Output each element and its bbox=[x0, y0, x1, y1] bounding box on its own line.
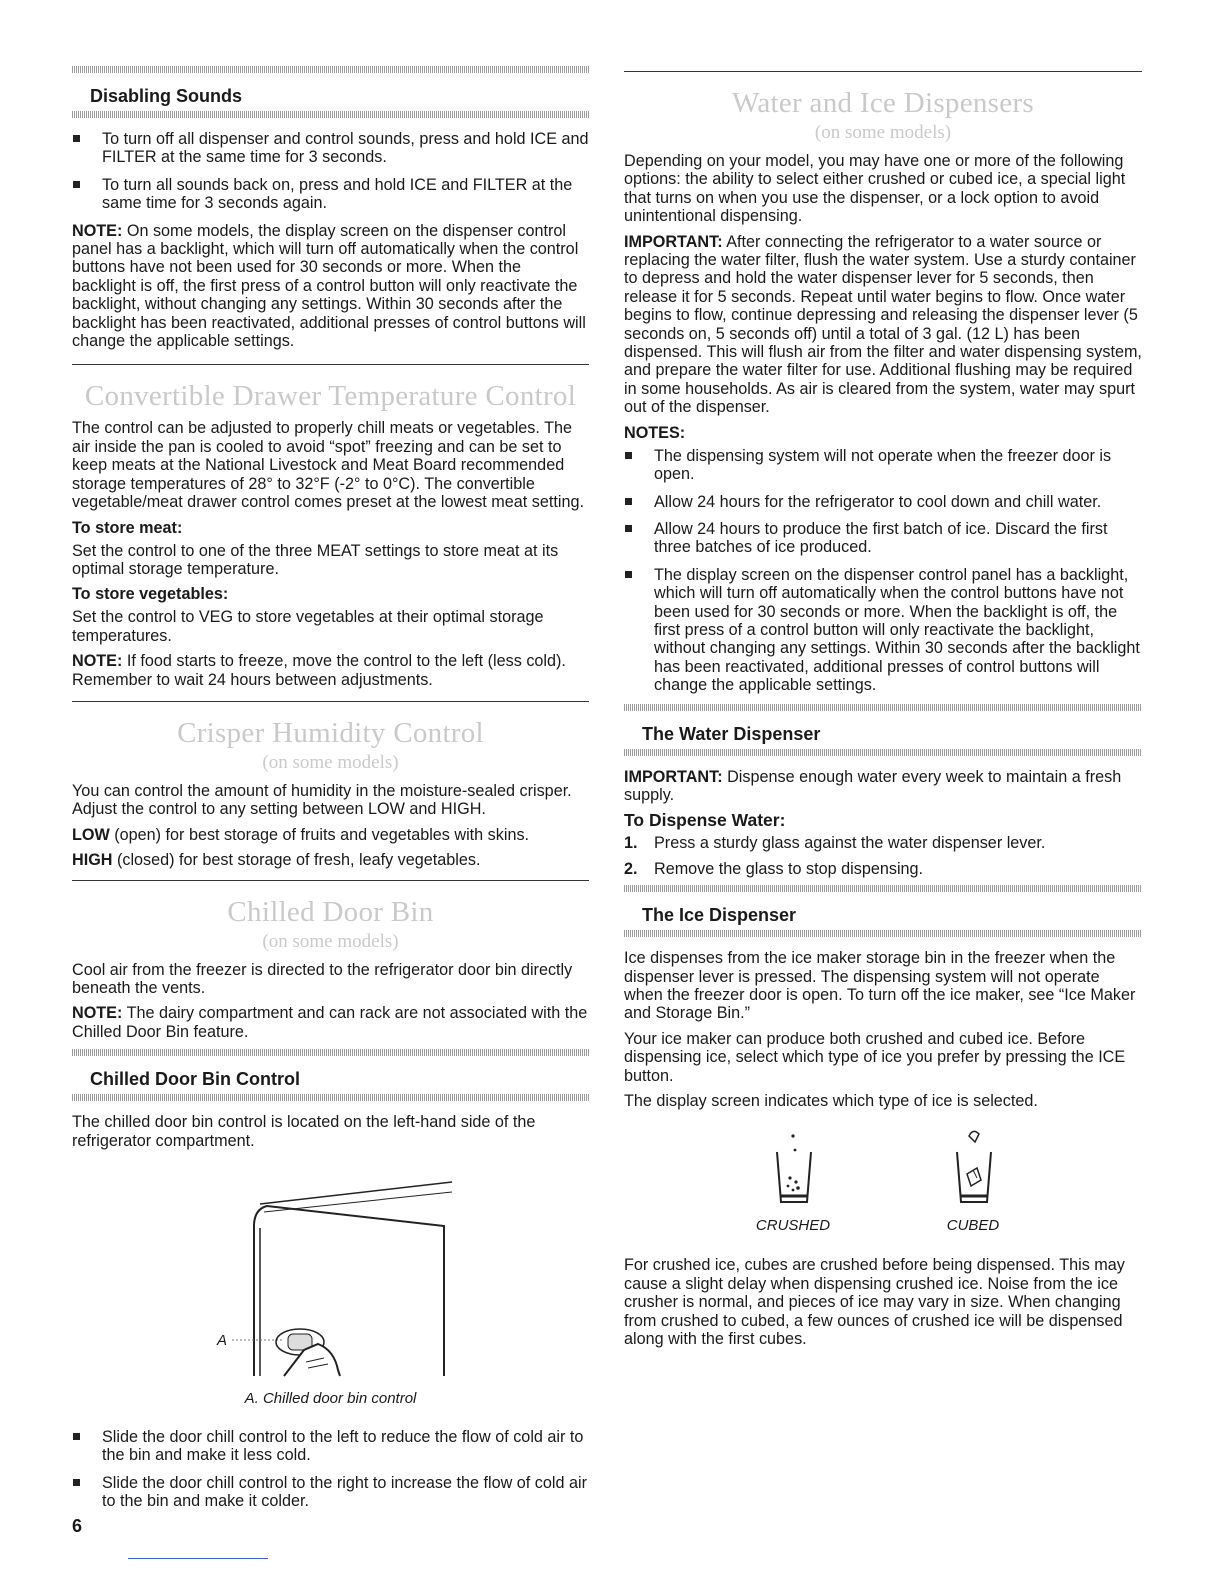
low-text: (open) for best storage of fruits and vegetables with skins. bbox=[109, 825, 530, 844]
important-label: IMPORTANT: bbox=[624, 767, 723, 786]
store-vegetables-text: Set the control to VEG to store vegetables at their optimal storage temperatures. bbox=[72, 608, 544, 645]
step-number: 2. bbox=[624, 859, 638, 878]
section-rule bbox=[72, 701, 589, 702]
note-label: NOTE: bbox=[72, 221, 123, 240]
store-vegetables-heading: To store vegetables: bbox=[72, 585, 229, 604]
right-column bbox=[624, 66, 1142, 1355]
notes-list bbox=[624, 447, 1142, 695]
section-hatch-rule bbox=[624, 885, 1142, 892]
water-dispenser-important bbox=[624, 768, 1142, 805]
step-text: Press a sturdy glass against the water dispenser lever. bbox=[654, 834, 1046, 853]
disabling-note bbox=[72, 222, 589, 351]
convertible-drawer-title: Convertible Drawer Temperature Control bbox=[84, 380, 577, 413]
section-rule bbox=[72, 364, 589, 365]
disabling-sounds-heading: Disabling Sounds bbox=[90, 86, 243, 106]
convertible-intro: The control can be adjusted to properly chill meats or vegetables. The air inside the pan is cooled to avoid “spot” freezing and can be set to keep meats at the National Livestock and Meat Board recommended storage temperatures of 28° to 32°F (-2° to 0°C). The convertible vegetable/meat drawer control comes preset at the lowest meat setting. bbox=[72, 419, 584, 512]
crushed-label: CRUSHED bbox=[755, 1217, 831, 1235]
chilled-intro: Cool air from the freezer is directed to the refrigerator door bin directly beneath the vents. bbox=[72, 960, 573, 997]
crisper-humidity-title: Crisper Humidity Control bbox=[177, 716, 484, 749]
section-hatch-rule bbox=[72, 1049, 589, 1056]
low-label: LOW bbox=[72, 825, 110, 844]
notes-heading: NOTES: bbox=[624, 423, 686, 442]
door-bin-illustration bbox=[72, 1164, 589, 1392]
chilled-subtitle: (on some models) bbox=[262, 930, 399, 952]
list-item: To turn off all dispenser and control sounds, press and hold ICE and FILTER at the same time for 3 seconds. bbox=[72, 130, 589, 167]
cubed-label: CUBED bbox=[946, 1217, 1000, 1235]
crushed-ice-icon bbox=[763, 1126, 823, 1206]
water-dispenser-heading: The Water Dispenser bbox=[642, 723, 821, 744]
cubed-figure bbox=[923, 1126, 1023, 1234]
step-text: Remove the glass to stop dispensing. bbox=[654, 859, 924, 878]
page-number: 6 bbox=[72, 1516, 83, 1536]
left-column bbox=[72, 66, 589, 1520]
section-rule bbox=[624, 71, 1142, 72]
note-text: On some models, the display screen on the dispenser control panel has a backlight, which will turn off automatically when the control buttons have not been used for 30 seconds or more. When the backlight is off, the first press of a control button will only reactivate the backlight, without changing any settings. Within 30 seconds after the backlight has been reactivated, additional presses of control buttons will change the applicable settings. bbox=[72, 221, 586, 351]
crushed-figure bbox=[743, 1126, 843, 1234]
store-meat-text: Set the control to one of the three MEAT settings to store meat at its optimal storage temperature. bbox=[72, 541, 559, 578]
section-rule bbox=[72, 880, 589, 881]
water-ice-important bbox=[624, 233, 1142, 417]
section-hatch-rule bbox=[72, 111, 589, 118]
high-text: (closed) for best storage of fresh, leafy vegetables. bbox=[112, 851, 481, 870]
important-text: After connecting the refrigerator to a water source or replacing the water filter, flush the water system. Use a sturdy container to depress and hold the water dispenser lever for 5 seconds, then release it for 5 seconds. Repeat until water begins to flow. Once water begins to flow, continue depressing and releasing the dispenser lever (5 seconds on, 5 seconds off) until a total of 3 gal. (12 L) has been dispensed. This will flush air from the filter and water dispensing system, and prepare the water filter for use. Additional flushing may be required in some households. As air is cleared from the system, water may spurt out of the dispenser. bbox=[624, 232, 1142, 417]
chilled-door-bin-title: Chilled Door Bin bbox=[227, 895, 434, 928]
figure-caption: A. Chilled door bin control bbox=[244, 1390, 417, 1407]
crisper-high bbox=[72, 851, 589, 869]
step-number: 1. bbox=[624, 834, 638, 853]
list-item: Allow 24 hours to produce the first batch of ice. Discard the first three batches of ice produced. bbox=[624, 520, 1142, 557]
section-hatch-rule bbox=[624, 749, 1142, 756]
crisper-subtitle: (on some models) bbox=[262, 751, 399, 773]
chilled-door-bin-control-heading: Chilled Door Bin Control bbox=[90, 1069, 300, 1090]
note-label: NOTE: bbox=[72, 652, 123, 671]
figure-label-a: A bbox=[217, 1332, 228, 1349]
ice-dispenser-p2: Your ice maker can produce both crushed and cubed ice. Before dispensing ice, select which type of ice you prefer by pressing the ICE button. bbox=[624, 1029, 1126, 1085]
important-text: Dispense enough water every week to maintain a fresh supply. bbox=[624, 767, 1122, 804]
section-hatch-rule bbox=[624, 930, 1142, 937]
ice-dispenser-p1: Ice dispenses from the ice maker storage bin in the freezer when the dispenser lever is pressed. The dispensing system will not operate when the freezer door is open. To turn off the ice maker, see “Ice Maker and Storage Bin.” bbox=[624, 949, 1136, 1023]
water-ice-intro: Depending on your model, you may have one or more of the following options: the ability to select either crushed or cubed ice, a special light that turns on when you use the dispenser, or a lock option to avoid unintentional dispensing. bbox=[624, 152, 1126, 226]
list-item bbox=[624, 860, 1142, 878]
ice-dispenser-p3: The display screen indicates which type of ice is selected. bbox=[624, 1092, 1038, 1111]
section-hatch-rule bbox=[624, 704, 1142, 711]
list-item: Slide the door chill control to the right to increase the flow of cold air to the bin and make it colder. bbox=[72, 1474, 589, 1511]
note-text: If food starts to freeze, move the control to the left (less cold). Remember to wait 24 hours between adjustments. bbox=[72, 652, 566, 689]
chilled-note bbox=[72, 1004, 589, 1041]
list-item bbox=[624, 834, 1142, 852]
note-label: NOTE: bbox=[72, 1004, 123, 1023]
important-label: IMPORTANT: bbox=[624, 232, 723, 251]
list-item: To turn all sounds back on, press and hold ICE and FILTER at the same time for 3 seconds again. bbox=[72, 176, 589, 213]
crisper-low bbox=[72, 826, 589, 844]
convertible-note bbox=[72, 652, 589, 689]
chilled-control-text: The chilled door bin control is located on the left-hand side of the refrigerator compartment. bbox=[72, 1113, 536, 1150]
store-meat-heading: To store meat: bbox=[72, 518, 183, 537]
water-ice-title: Water and Ice Dispensers bbox=[732, 87, 1034, 119]
ice-type-figures bbox=[624, 1126, 1142, 1234]
footer-rule bbox=[128, 1558, 268, 1559]
list-item: Allow 24 hours for the refrigerator to cool down and chill water. bbox=[624, 493, 1142, 511]
crisper-intro: You can control the amount of humidity in the moisture-sealed crisper. Adjust the control to any setting between LOW and HIGH. bbox=[72, 781, 572, 819]
water-ice-subtitle: (on some models) bbox=[814, 122, 952, 143]
cubed-ice-icon bbox=[943, 1126, 1003, 1206]
list-item: The dispensing system will not operate when the freezer door is open. bbox=[624, 447, 1142, 484]
dispense-water-steps bbox=[624, 834, 1142, 878]
dispense-water-heading: To Dispense Water: bbox=[624, 810, 786, 831]
list-item: Slide the door chill control to the left to reduce the flow of cold air to the bin and make it less cold. bbox=[72, 1428, 589, 1465]
ice-dispenser-p4: For crushed ice, cubes are crushed before being dispensed. This may cause a slight delay when dispensing crushed ice. Noise from the ice crusher is normal, and pieces of ice may vary in size. When changing from crushed to cubed, a few ounces of crushed ice will be dispensed along with the first cubes. bbox=[624, 1256, 1125, 1349]
chilled-door-bin-figure bbox=[72, 1164, 589, 1412]
ice-dispenser-heading: The Ice Dispenser bbox=[642, 905, 797, 926]
list-item: The display screen on the dispenser control panel has a backlight, which will turn off automatically when the control buttons have not been used for 30 seconds or more. When the backlight is off, the first press of a control button will only reactivate the backlight, without changing any settings. Within 30 seconds after the backlight has been reactivated, additional presses of control buttons will change the applicable settings. bbox=[624, 566, 1142, 695]
note-text: The dairy compartment and can rack are not associated with the Chilled Door Bin feature. bbox=[72, 1004, 588, 1041]
section-hatch-rule bbox=[72, 1094, 589, 1101]
disabling-sounds-list bbox=[72, 130, 589, 213]
chilled-bullets-list bbox=[72, 1428, 589, 1511]
high-label: HIGH bbox=[72, 851, 113, 870]
section-hatch-rule bbox=[72, 66, 589, 73]
